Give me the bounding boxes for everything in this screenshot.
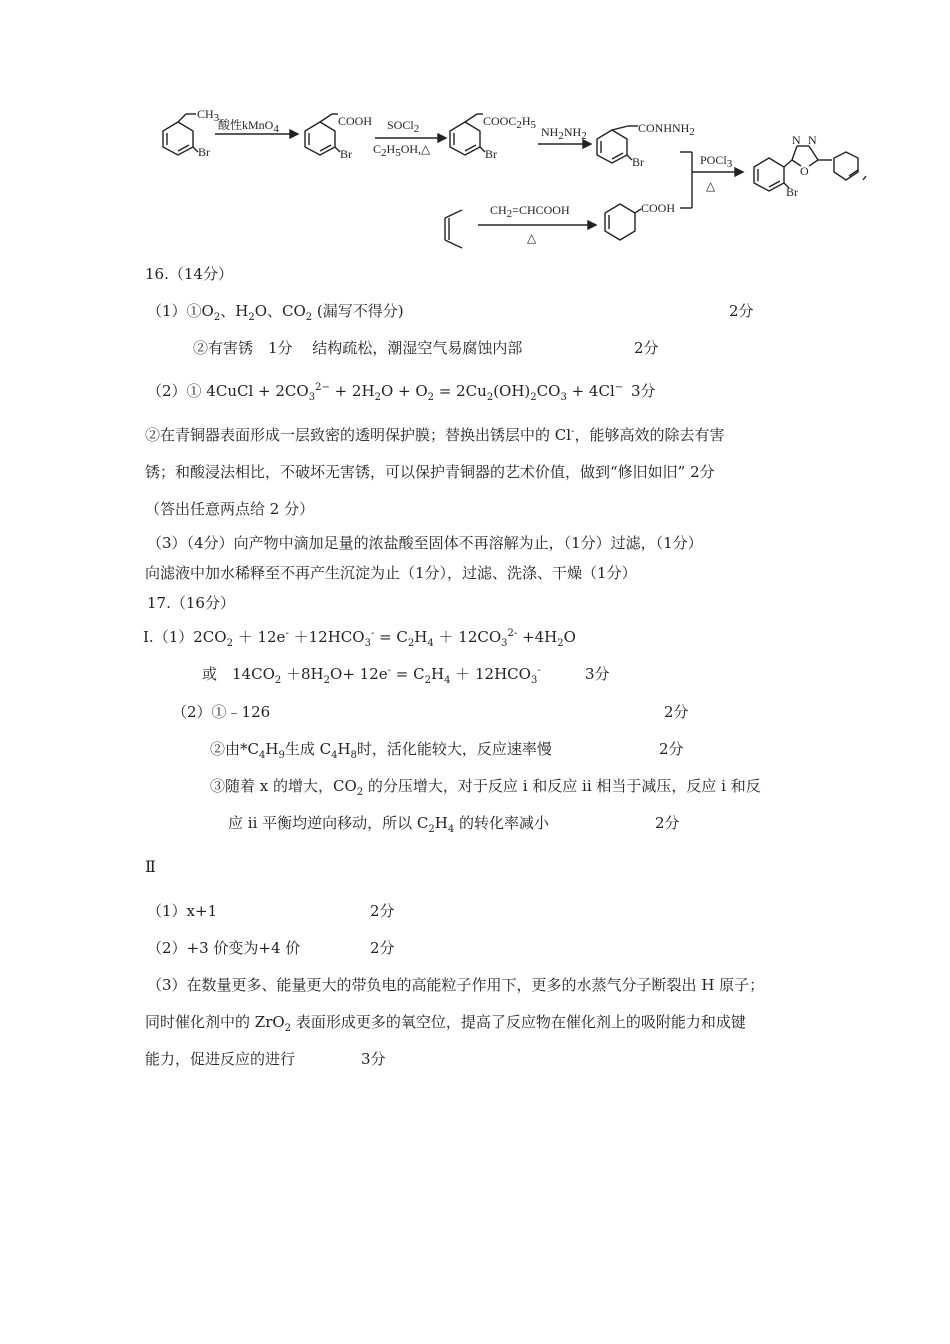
q17-header: 17.（16分）	[147, 594, 235, 612]
q17-ii1-score: 2分	[370, 902, 395, 920]
q17-i2a-score: 2分	[664, 703, 689, 721]
q17-ii3-line2: 同时催化剂中的 ZrO$_2$ 表面形成更多的氧空位，提高了反应物在催化剂上的吸附能力和成键	[145, 1013, 746, 1034]
q16-part1a: $(1)①O_2$、$H_2O$、$CO_2$ (漏写不得分)	[147, 302, 404, 323]
step3-reagent: NH2NH2	[541, 125, 587, 142]
q17-i2a: （2）①﹣126	[172, 703, 271, 721]
q17-i2b-score: 2分	[659, 740, 684, 758]
label-cooc2h5: COOC2H5	[483, 114, 537, 131]
q17-i1-line2: 或 $14CO_2 +8H_2O+ 12e^- = C_2H_4 + 12HCO_3^-$	[202, 665, 541, 686]
molecule-cyclohexene-acid	[605, 204, 641, 240]
q17-i2c-line2: 应 ii 平衡均逆向移动，所以 $C_2H_4$ 的转化率减小	[228, 814, 550, 835]
q17-ii2: （2）+3 价变为+4 价	[147, 939, 301, 957]
step4-reagent-top: POCl3	[700, 153, 733, 170]
side-reagent-bottom: △	[527, 231, 537, 245]
label-cooh-2: COOH	[641, 201, 676, 215]
label-ring-o: O	[800, 164, 809, 178]
q17-ii3-score: 3分	[361, 1050, 386, 1068]
q17-ii-header: Ⅱ	[145, 857, 156, 876]
label-br-4: Br	[632, 155, 644, 169]
q16-part2b-line3: （答出任意两点给 2 分）	[145, 500, 315, 518]
q17-i2b: ②由$*C_4H_9$生成 $C_4H_8$时，活化能较大，反应速率慢	[210, 740, 552, 761]
label-ring-n2: N	[808, 133, 817, 147]
q16-part2b-line2: 锈；和酸浸法相比，不破坏无害锈，可以保护青铜器的艺术价值，做到“修旧如旧” 2分	[145, 463, 715, 481]
molecule-bromobenzoic-acid	[305, 114, 340, 155]
step1-reagent: 酸性kMnO4	[218, 118, 279, 135]
label-cooh-1: COOH	[338, 114, 373, 128]
label-conhnh2: CONHNH2	[638, 121, 695, 138]
q16-part1b-score: 2分	[634, 339, 659, 357]
label-br-3: Br	[485, 147, 497, 161]
q17-ii3-line3: 能力，促进反应的进行	[145, 1050, 296, 1068]
q16-header: 16.（14分）	[145, 265, 233, 283]
step2-reagent-bottom: C2H5OH,△	[373, 142, 431, 159]
q16-part3-line1: （3）（4分）向产物中滴加足量的浓盐酸至固体不再溶解为止，（1分）过滤，（1分）	[147, 534, 703, 552]
synthesis-scheme	[0, 100, 950, 250]
label-ch3: CH3	[197, 107, 220, 124]
molecule-bromotoluene	[163, 114, 198, 155]
q16-part2b-line1: ②在青铜器表面形成一层致密的透明保护膜；替换出锈层中的 Cl-，能够高效的除去有害	[145, 426, 725, 444]
q17-ii1: （1）x+1	[147, 902, 218, 920]
label-br-5: Br	[786, 185, 798, 199]
q16-part1b: ②有害锈 1分 结构疏松，潮湿空气易腐蚀内部	[193, 339, 523, 357]
step4-reagent-bottom: △	[706, 179, 716, 193]
q16-part3-line2: 向滤液中加水稀释至不再产生沉淀为止（1分），过滤、洗涤、干燥（1分）	[145, 564, 637, 582]
q16-part1a-score: 2分	[729, 302, 754, 320]
label-ring-n1: N	[792, 133, 801, 147]
q17-i2c-score: 2分	[655, 814, 680, 832]
label-br-2: Br	[340, 147, 352, 161]
molecule-oxadiazole-product	[754, 146, 866, 191]
q17-ii2-score: 2分	[370, 939, 395, 957]
label-br-1: Br	[198, 145, 210, 159]
q17-i2c-line1: ③随着 x 的增大，$CO_2$ 的分压增大，对于反应 i 和反应 ii 相当于减压，反应 i 和反	[210, 777, 761, 798]
q17-i1-score: 3分	[585, 665, 610, 683]
q16-part2a: （2）① 4CuCl + $2CO_3^{2-} + 2H_2O + O_2 = 2Cu_2(OH)_2CO_3 + 4Cl^-$	[147, 382, 624, 403]
side-reagent-top: CH2=CHCOOH	[490, 203, 570, 220]
q17-ii3-line1: （3）在数量更多、能量更大的带负电的高能粒子作用下，更多的水蒸气分子断裂出 H 原子；	[147, 976, 765, 994]
molecule-ethyl-ester	[450, 114, 485, 155]
molecule-butadiene	[445, 210, 462, 248]
q16-part2a-score: 3分	[631, 382, 656, 400]
q17-i1-line1: $Ⅰ.(1)2CO_2 + 12e^- +12HCO_3^- = C_2H_4 + 12CO_3^{2-} +4H_2O$	[143, 628, 576, 649]
step2-reagent-top: SOCl2	[387, 118, 420, 135]
